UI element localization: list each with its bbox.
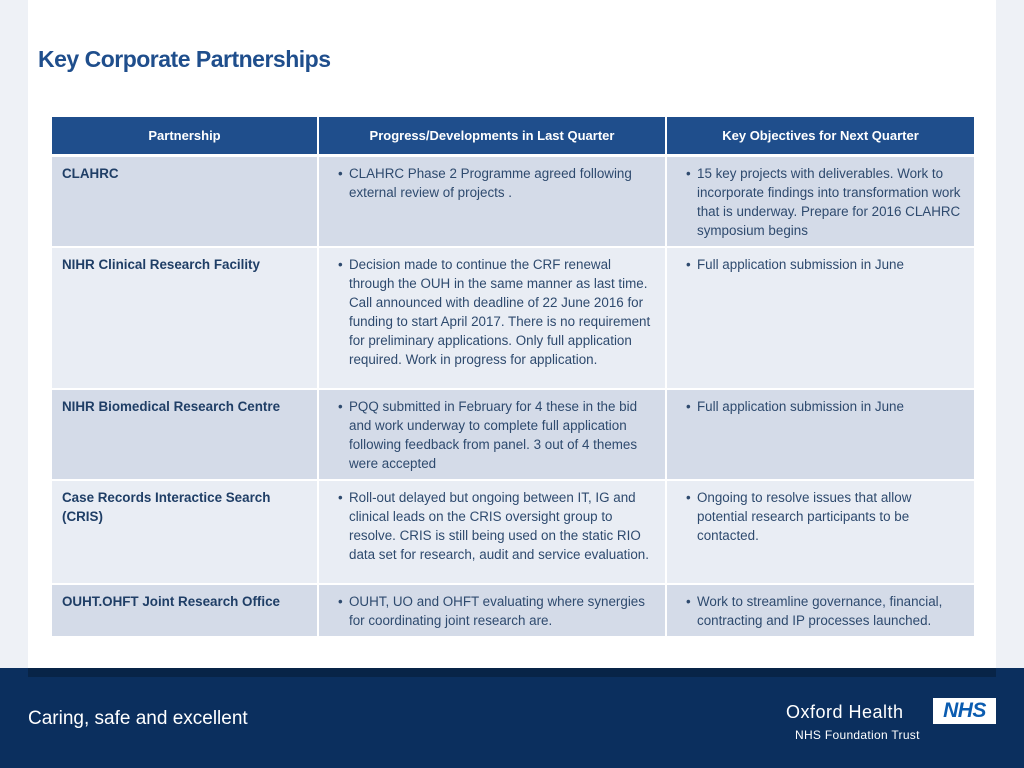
progress-cell	[318, 480, 666, 584]
progress-text: Decision made to continue the CRF renewal through the OUH in the same manner as last time. Call announced with deadline of 22 June 2016 for funding to start April 2017. There is no requirement for preliminary applications. Only full application required. Work in progress for application.	[349, 256, 651, 367]
objectives-cell	[666, 247, 974, 389]
bullet-icon: •	[686, 593, 691, 609]
objectives-text: Ongoing to resolve issues that allow potential research participants to be contacted.	[697, 489, 912, 543]
footer-strip	[28, 668, 996, 677]
header-objectives: Key Objectives for Next Quarter	[666, 117, 974, 155]
partnership-name: CLAHRC	[52, 155, 318, 247]
objectives-text: Full application submission in June	[697, 256, 904, 272]
bullet-icon: •	[338, 489, 343, 505]
org-name: Oxford Health	[786, 702, 904, 722]
bullet-icon: •	[686, 489, 691, 505]
bullet-icon: •	[338, 165, 343, 181]
partnerships-table	[52, 117, 974, 638]
table-row	[52, 155, 974, 247]
footer-tagline: Caring, safe and excellent	[28, 708, 248, 729]
progress-text: OUHT, UO and OHFT evaluating where synergies for coordinating joint research are.	[349, 593, 645, 628]
header-progress: Progress/Developments in Last Quarter	[318, 117, 666, 155]
progress-cell	[318, 389, 666, 480]
table-header-row	[52, 117, 974, 155]
bullet-icon: •	[338, 398, 343, 414]
table-row	[52, 247, 974, 389]
partnership-name: NIHR Clinical Research Facility	[52, 247, 318, 389]
org-subtitle: NHS Foundation Trust	[795, 728, 920, 742]
header-partnership: Partnership	[52, 117, 318, 155]
table-row	[52, 584, 974, 637]
bullet-icon: •	[686, 256, 691, 272]
partnership-name: OUHT.OHFT Joint Research Office	[52, 584, 318, 637]
bullet-icon: •	[338, 593, 343, 609]
bullet-icon: •	[686, 398, 691, 414]
table-row	[52, 480, 974, 584]
objectives-cell	[666, 389, 974, 480]
bullet-icon: •	[338, 256, 343, 272]
nhs-logo	[933, 698, 996, 724]
nhs-logo-text: NHS	[943, 699, 986, 722]
objectives-cell	[666, 480, 974, 584]
objectives-text: 15 key projects with deliverables. Work to incorporate findings into transformation work that is underway. Prepare for 2016 CLAHRC symposium begins	[697, 165, 961, 238]
table-row	[52, 389, 974, 480]
progress-cell	[318, 155, 666, 247]
progress-text: PQQ submitted in February for 4 these in the bid and work underway to complete full application following feedback from panel. 3 out of 4 themes were accepted	[349, 398, 638, 471]
objectives-cell	[666, 155, 974, 247]
progress-text: Roll-out delayed but ongoing between IT, IG and clinical leads on the CRIS oversight group to resolve. CRIS is still being used on the static RIO data set for research, audit and service evaluation.	[349, 489, 649, 562]
progress-cell	[318, 584, 666, 637]
page-title: Key Corporate Partnerships	[38, 46, 331, 72]
objectives-cell	[666, 584, 974, 637]
progress-text: CLAHRC Phase 2 Programme agreed following external review of projects .	[349, 165, 632, 200]
bullet-icon: •	[686, 165, 691, 181]
objectives-text: Work to streamline governance, financial, contracting and IP processes launched.	[697, 593, 943, 628]
partnership-name: Case Records Interactice Search (CRIS)	[52, 480, 318, 584]
partnership-name: NIHR Biomedical Research Centre	[52, 389, 318, 480]
objectives-text: Full application submission in June	[697, 398, 904, 414]
progress-cell	[318, 247, 666, 389]
